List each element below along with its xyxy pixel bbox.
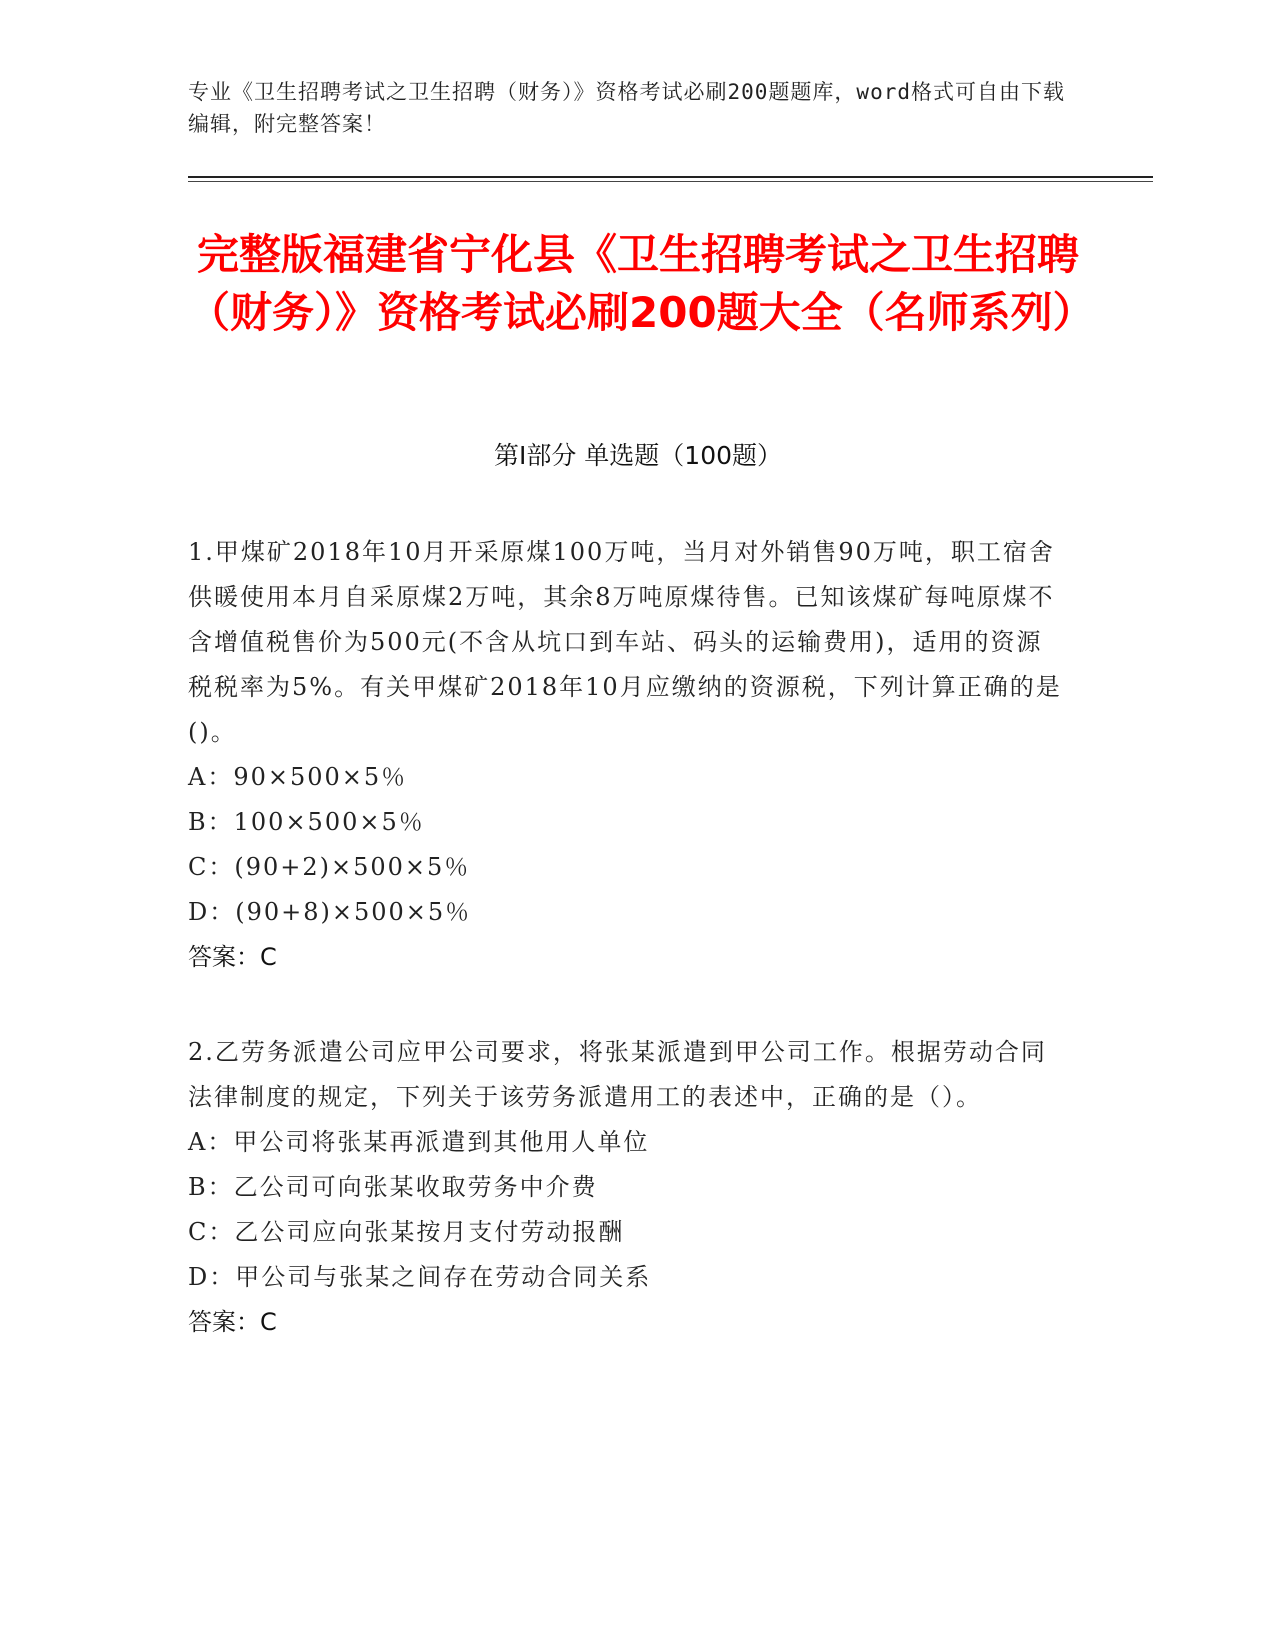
header-divider-thick (188, 176, 1153, 178)
option-d: D：(90+8)×500×5％ (188, 898, 472, 926)
question-text: 2.乙劳务派遣公司应甲公司要求，将张某派遣到甲公司工作。根据劳动合同法律制度的规定，下列关于该劳务派遣用工的表述中，正确的是（）。 (188, 1038, 1047, 1111)
option-c: C：(90+2)×500×5％ (188, 853, 471, 881)
answer: 答案：C (188, 943, 277, 971)
section-title: 第Ⅰ部分 单选题（100题） (493, 441, 783, 470)
question-1 (188, 530, 1068, 980)
option-a: A：90×500×5％ (188, 763, 408, 791)
header-divider-thin (188, 181, 1153, 182)
option-a: A：甲公司将张某再派遣到其他用人单位 (188, 1128, 650, 1156)
answer: 答案：C (188, 1308, 277, 1336)
option-c: C：乙公司应向张某按月支付劳动报酬 (188, 1218, 625, 1246)
option-b: B：100×500×5％ (188, 808, 425, 836)
option-b: B：乙公司可向张某收取劳务中介费 (188, 1173, 598, 1201)
option-d: D：甲公司与张某之间存在劳动合同关系 (188, 1263, 652, 1291)
header-note: 专业《卫生招聘考试之卫生招聘（财务）》资格考试必刷200题题库，word格式可自由下载编辑，附完整答案！ (188, 80, 1065, 136)
document-title: 完整版福建省宁化县《卫生招聘考试之卫生招聘（财务）》资格考试必刷200题大全（名师系列） (188, 230, 1095, 337)
question-text: 1.甲煤矿2018年10月开采原煤100万吨，当月对外销售90万吨，职工宿舍供暖使用本月自采原煤2万吨，其余8万吨原煤待售。已知该煤矿每吨原煤不含增值税售价为500元(不含从坑口到车站、码头的运输费用)，适用的资源税税率为5%。有关甲煤矿2018年10月应缴纳的资源税，下列计算正确的是()。 (188, 538, 1062, 746)
question-2 (188, 1030, 1068, 1345)
